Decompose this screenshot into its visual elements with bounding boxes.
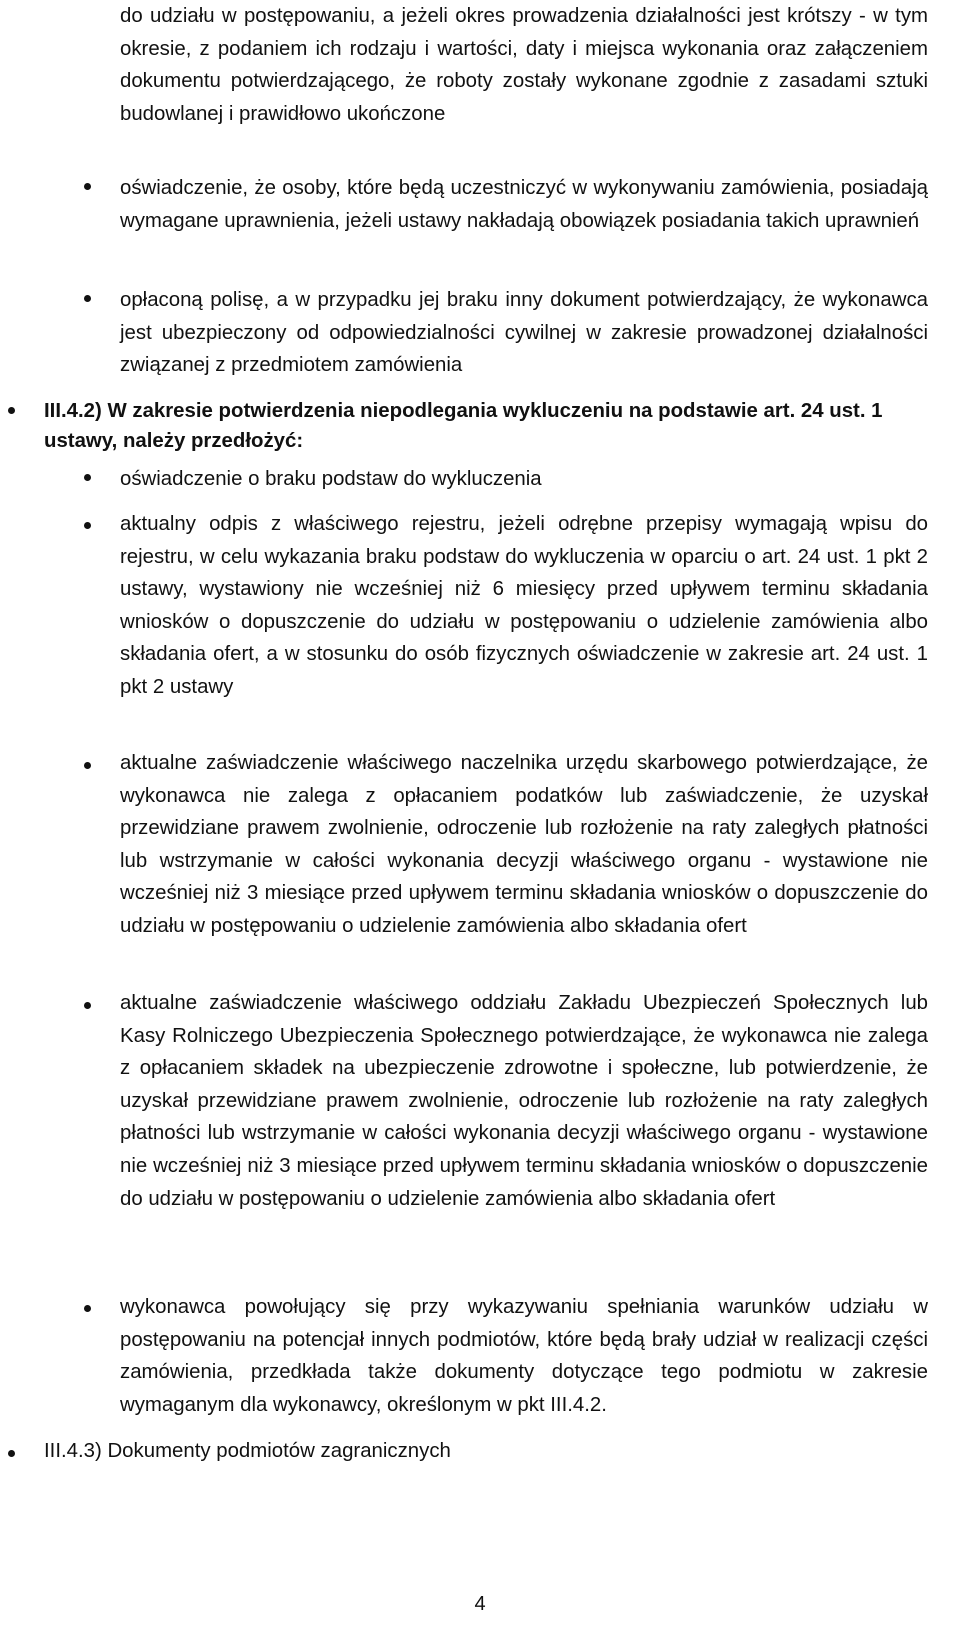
bullet-icon [84, 295, 91, 302]
list-item: aktualne zaświadczenie właściwego naczelnika urzędu skarbowego potwierdzające, że wykonawca nie zalega z opłacaniem podatków lub zaświadczenie, że uzyskał przewidziane prawem zwolnienie, odroczenie lub rozłożenie na raty zaległych płatności lub wstrzymanie w całości wykonania decyzji właściwego organu - wystawione nie wcześniej niż 3 miesiące przed upływem terminu składania wniosków o dopuszczenie do udziału w postępowaniu o udzielenie zamówienia albo składania ofert [120, 752, 928, 937]
bullet-icon [84, 522, 91, 529]
bullet-icon [8, 407, 15, 414]
list-item: aktualne zaświadczenie właściwego oddziału Zakładu Ubezpieczeń Społecznych lub Kasy Rolniczego Ubezpieczenia Społecznego potwierdzające, że wykonawca nie zalega z opłacaniem składek na ubezpieczenie zdrowotne i społeczne, lub potwierdzenie, że uzyskał przewidziane prawem zwolnienie, odroczenie lub rozłożenie na raty zaległych płatności lub wstrzymanie w całości wykonania decyzji właściwego organu - wystawione nie wcześniej niż 3 miesiące przed upływem terminu składania wniosków o dopuszczenie do udziału w postępowaniu o udzielenie zamówienia albo składania ofert [120, 992, 928, 1210]
list-item: opłaconą polisę, a w przypadku jej braku inny dokument potwierdzający, że wykonawca jest ubezpieczony od odpowiedzialności cywilnej w zakresie prowadzonej działalności związanej z przedmiotem zamówienia [120, 289, 928, 377]
bullet-icon [84, 1002, 91, 1009]
continuation-paragraph: do udziału w postępowaniu, a jeżeli okres prowadzenia działalności jest krótszy - w tym okresie, z podaniem ich rodzaju i wartości, daty i miejsca wykonania oraz załączeniem dokumentu potwierdzającego, że roboty zostały wykonane zgodnie z zasadami sztuki budowlanej i prawidłowo ukończone [120, 5, 928, 125]
page-number: 4 [474, 1593, 486, 1615]
bullet-icon [84, 183, 91, 190]
list-item: oświadczenie, że osoby, które będą uczestniczyć w wykonywaniu zamówienia, posiadają wymagane uprawnienia, jeżeli ustawy nakładają obowiązek posiadania takich uprawnień [120, 177, 928, 232]
bullet-icon [84, 762, 91, 769]
section-heading-343: III.4.3) Dokumenty podmiotów zagranicznych [44, 1440, 451, 1462]
bullet-icon [84, 474, 91, 481]
bullet-icon [84, 1305, 91, 1312]
section-heading-342: III.4.2) W zakresie potwierdzenia niepodlegania wykluczeniu na podstawie art. 24 ust. 1 ustawy, należy przedłożyć: [44, 400, 883, 452]
list-item: aktualny odpis z właściwego rejestru, jeżeli odrębne przepisy wymagają wpisu do rejestru, w celu wykazania braku podstaw do wykluczenia w oparciu o art. 24 ust. 1 pkt 2 ustawy, wystawiony nie wcześniej niż 6 miesięcy przed upływem terminu składania wniosków o dopuszczenie do udziału w postępowaniu o udzielenie zamówienia albo składania ofert, a w stosunku do osób fizycznych oświadczenie w zakresie art. 24 ust. 1 pkt 2 ustawy [120, 513, 928, 698]
list-item: wykonawca powołujący się przy wykazywaniu spełniania warunków udziału w postępowaniu na potencjał innych podmiotów, które będą brały udział w realizacji części zamówienia, przedkłada także dokumenty dotyczące tego podmiotu w zakresie wymaganym dla wykonawcy, określonym w pkt III.4.2. [120, 1296, 928, 1416]
bullet-icon [8, 1450, 15, 1457]
list-item: oświadczenie o braku podstaw do wykluczenia [120, 468, 542, 490]
